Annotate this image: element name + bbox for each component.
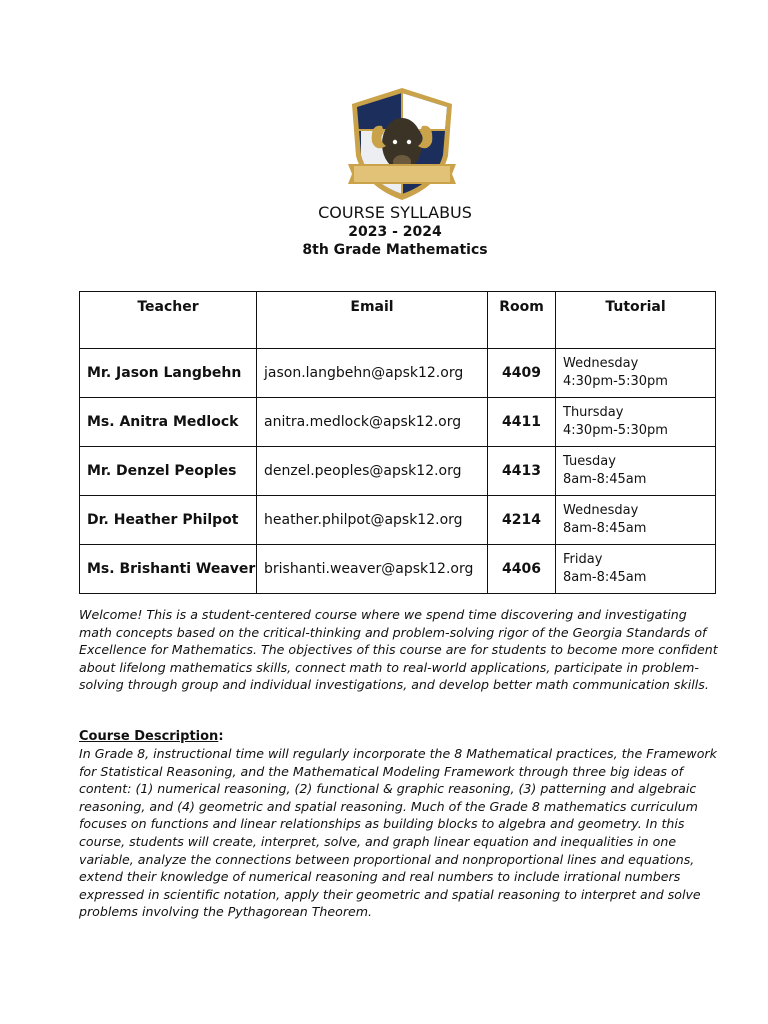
tutorial-cell bbox=[556, 496, 716, 545]
table-header-row bbox=[80, 292, 716, 349]
tutorial-cell bbox=[556, 447, 716, 496]
teacher-email[interactable]: anitra.medlock@apsk12.org bbox=[257, 398, 488, 447]
table-row bbox=[80, 447, 716, 496]
teacher-name: Ms. Anitra Medlock bbox=[80, 398, 257, 447]
teacher-name: Dr. Heather Philpot bbox=[80, 496, 257, 545]
tutorial-time: 4:30pm-5:30pm bbox=[563, 423, 668, 438]
school-logo bbox=[344, 86, 460, 204]
course-description-label: Course Description bbox=[79, 729, 219, 744]
teacher-name: Ms. Brishanti Weaver bbox=[80, 545, 257, 594]
tutorial-day: Tuesday bbox=[563, 454, 616, 469]
column-header-email: Email bbox=[257, 292, 488, 349]
teacher-email[interactable]: heather.philpot@apsk12.org bbox=[257, 496, 488, 545]
teacher-name: Mr. Jason Langbehn bbox=[80, 349, 257, 398]
column-header-tutorial: Tutorial bbox=[556, 292, 716, 349]
tutorial-time: 8am-8:45am bbox=[563, 570, 647, 585]
tutorial-cell bbox=[556, 349, 716, 398]
room-number: 4411 bbox=[488, 398, 556, 447]
course-description-heading bbox=[79, 729, 224, 744]
column-header-teacher: Teacher bbox=[80, 292, 257, 349]
table-row bbox=[80, 349, 716, 398]
tutorial-day: Friday bbox=[563, 552, 603, 567]
room-number: 4409 bbox=[488, 349, 556, 398]
course-name: 8th Grade Mathematics bbox=[302, 242, 488, 258]
tutorial-time: 8am-8:45am bbox=[563, 521, 647, 536]
room-number: 4214 bbox=[488, 496, 556, 545]
tutorial-cell bbox=[556, 545, 716, 594]
room-number: 4413 bbox=[488, 447, 556, 496]
teacher-email[interactable]: jason.langbehn@apsk12.org bbox=[257, 349, 488, 398]
welcome-paragraph: Welcome! This is a student-centered course where we spend time discovering and investigating math concepts based on the critical-thinking and problem-solving rigor of the Georgia Standards of Excellence for Mathematics. The objectives of this course are for students to become more confident about lifelong mathematics skills, connect math to real-world applications, participate in problem-solving through group and individual investigations, and develop better math communication skills. bbox=[79, 607, 718, 693]
tutorial-day: Wednesday bbox=[563, 356, 639, 371]
table-row bbox=[80, 398, 716, 447]
table-row bbox=[80, 545, 716, 594]
teacher-name: Mr. Denzel Peoples bbox=[80, 447, 257, 496]
table-row bbox=[80, 496, 716, 545]
page-title: COURSE SYLLABUS bbox=[318, 203, 472, 222]
teacher-email[interactable]: brishanti.weaver@apsk12.org bbox=[257, 545, 488, 594]
tutorial-cell bbox=[556, 398, 716, 447]
course-description-colon: : bbox=[218, 729, 224, 744]
tutorial-time: 8am-8:45am bbox=[563, 472, 647, 487]
tutorial-day: Wednesday bbox=[563, 503, 639, 518]
school-year: 2023 - 2024 bbox=[348, 224, 442, 240]
room-number: 4406 bbox=[488, 545, 556, 594]
course-description-body: In Grade 8, instructional time will regularly incorporate the 8 Mathematical practices, the Framework for Statistical Reasoning, and the Mathematical Modeling Framework through three big ideas of content: (1) numerical reasoning, (2) functional & graphic reasoning, (3) patterning and algebraic reasoning, and (4) geometric and spatial reasoning. Much of the Grade 8 mathematics curriculum focuses on functions and linear relationships as building blocks to algebra and geometry. In this course, students will create, interpret, solve, and graph linear equation and inequalities in one variable, analyze the connections between proportional and nonproportional lines and equations, extend their knowledge of numerical reasoning and real numbers to include irrational numbers expressed in scientific notation, apply their geometric and spatial reasoning to interpret and solve problems involving the Pythagorean Theorem. bbox=[79, 746, 717, 920]
column-header-room: Room bbox=[488, 292, 556, 349]
tutorial-day: Thursday bbox=[563, 405, 624, 420]
teacher-email[interactable]: denzel.peoples@apsk12.org bbox=[257, 447, 488, 496]
tutorial-time: 4:30pm-5:30pm bbox=[563, 374, 668, 389]
teacher-table bbox=[79, 291, 716, 594]
ram-shield-crest-icon bbox=[344, 86, 460, 204]
